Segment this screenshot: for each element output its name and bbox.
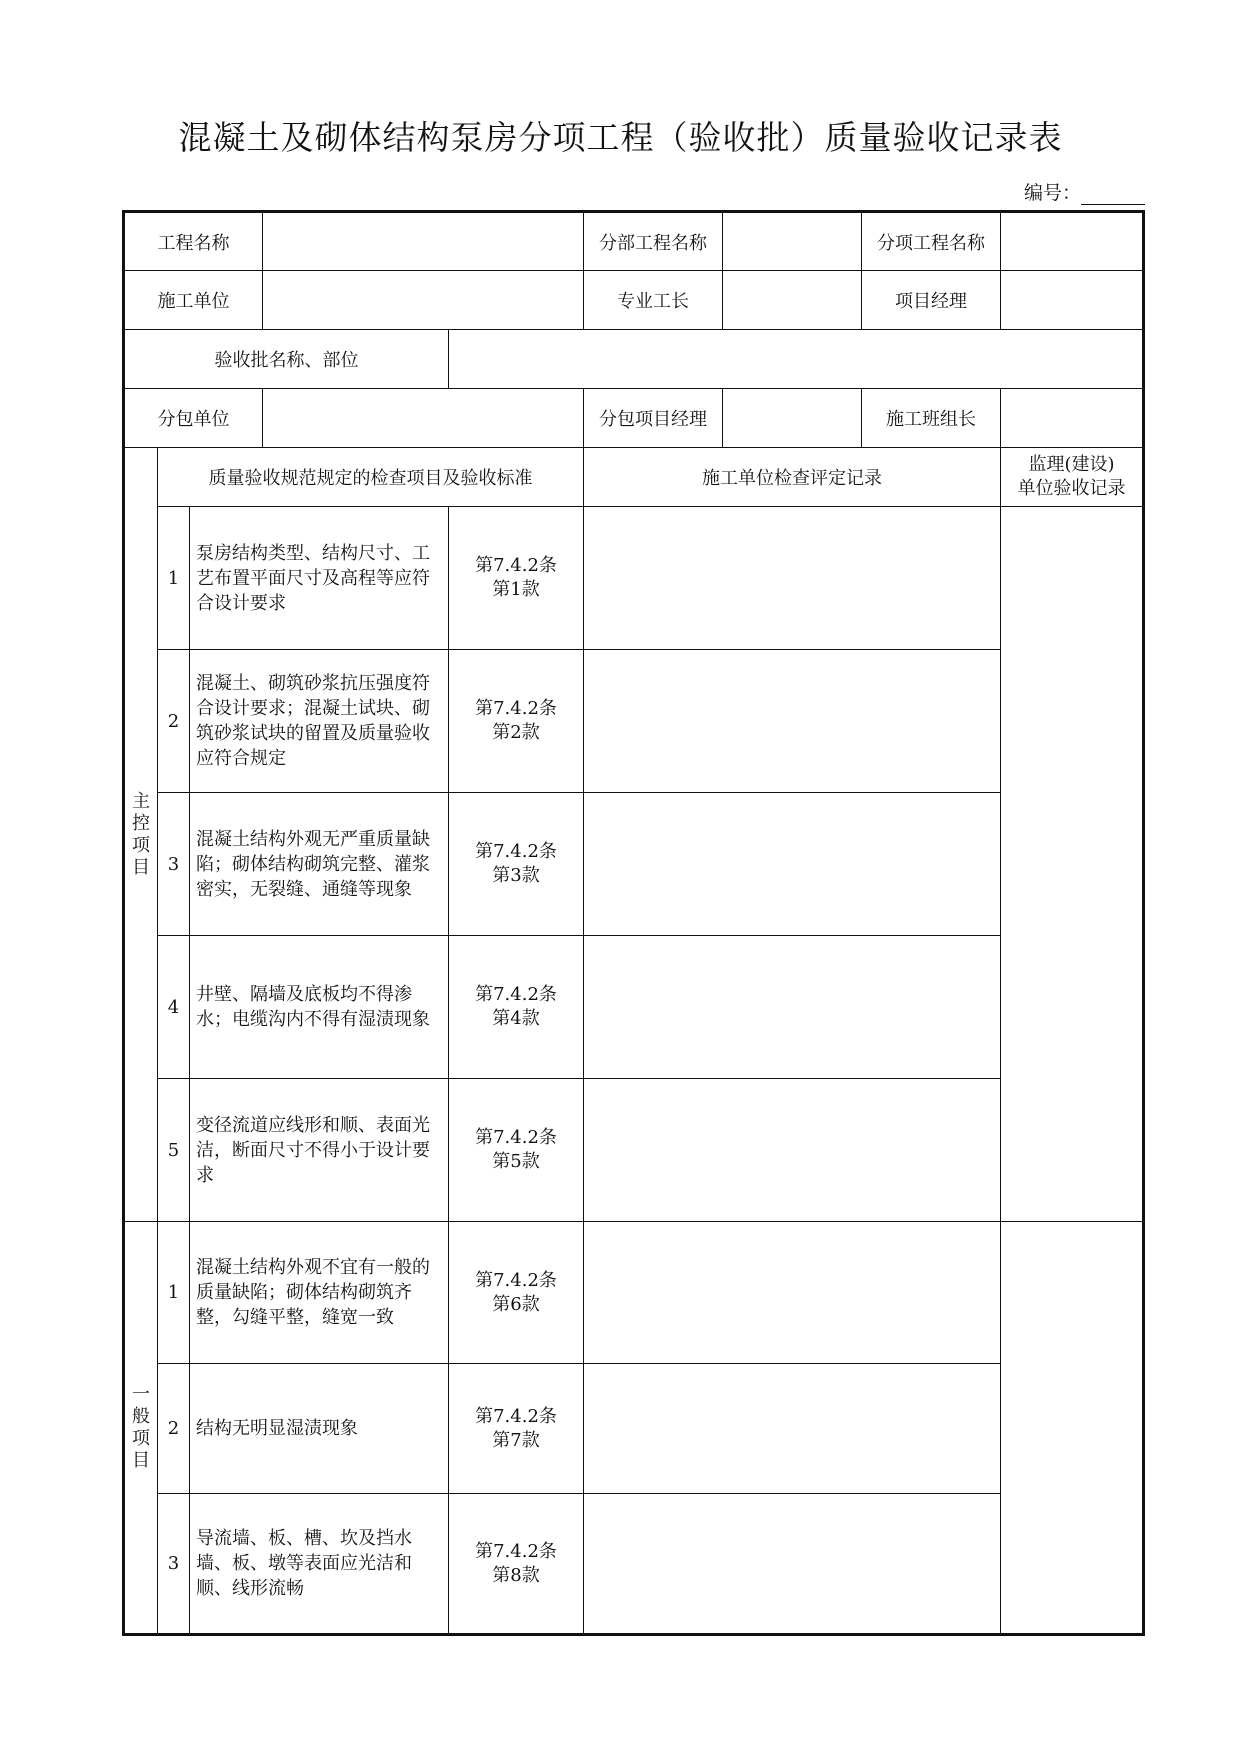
main-control-group-label: 主 控 项 目 xyxy=(124,448,158,1222)
header-row-3 xyxy=(124,330,1144,389)
subcontractor-label: 分包单位 xyxy=(124,389,263,448)
table-row xyxy=(124,1079,1144,1222)
item-number: 1 xyxy=(158,507,190,650)
item-record-cell[interactable] xyxy=(584,1364,1001,1494)
supervisor-record-cell-main[interactable] xyxy=(1001,507,1144,1222)
table-row xyxy=(124,936,1144,1079)
item-standard-text: 井壁、隔墙及底板均不得渗水；电缆沟内不得有湿渍现象 xyxy=(190,936,449,1079)
item-record-cell[interactable] xyxy=(584,793,1001,936)
project-manager-label: 项目经理 xyxy=(862,271,1001,330)
construction-unit-value[interactable] xyxy=(263,271,584,330)
item-clause: 第7.4.2条 第8款 xyxy=(449,1494,584,1635)
item-clause: 第7.4.2条 第4款 xyxy=(449,936,584,1079)
item-number: 4 xyxy=(158,936,190,1079)
item-standard-text: 变径流道应线形和顺、表面光洁，断面尺寸不得小于设计要求 xyxy=(190,1079,449,1222)
table-row xyxy=(124,1494,1144,1635)
foreman-value[interactable] xyxy=(723,271,862,330)
item-number: 1 xyxy=(158,1222,190,1364)
item-number: 5 xyxy=(158,1079,190,1222)
project-name-value[interactable] xyxy=(263,212,584,271)
team-leader-value[interactable] xyxy=(1001,389,1144,448)
page-title: 混凝土及砌体结构泵房分项工程（验收批）质量验收记录表 xyxy=(178,118,1063,157)
inspection-form-table xyxy=(122,210,1145,1636)
item-standard-text: 泵房结构类型、结构尺寸、工艺布置平面尺寸及高程等应符合设计要求 xyxy=(190,507,449,650)
item-record-cell[interactable] xyxy=(584,650,1001,793)
subcontractor-value[interactable] xyxy=(263,389,584,448)
item-standard-text: 混凝土结构外观不宜有一般的质量缺陷；砌体结构砌筑齐整，勾缝平整，缝宽一致 xyxy=(190,1222,449,1364)
header-row-1 xyxy=(124,212,1144,271)
item-standard-text: 混凝土结构外观无严重质量缺陷；砌体结构砌筑完整、灌浆密实，无裂缝、通缝等现象 xyxy=(190,793,449,936)
item-standard-text: 混凝土、砌筑砂浆抗压强度符合设计要求；混凝土试块、砌筑砂浆试块的留置及质量验收应符合规定 xyxy=(190,650,449,793)
subitem-name-label: 分项工程名称 xyxy=(862,212,1001,271)
item-clause: 第7.4.2条 第1款 xyxy=(449,507,584,650)
project-name-label: 工程名称 xyxy=(124,212,263,271)
subitem-name-value[interactable] xyxy=(1001,212,1144,271)
sub-project-manager-label: 分包项目经理 xyxy=(584,389,723,448)
batch-name-label: 验收批名称、部位 xyxy=(124,330,449,389)
serial-number xyxy=(1024,178,1145,205)
serial-label: 编号： xyxy=(1023,182,1081,204)
division-name-value[interactable] xyxy=(723,212,862,271)
general-group-label: 一 般 项 目 xyxy=(124,1222,158,1635)
item-number: 2 xyxy=(158,650,190,793)
record-column-header: 施工单位检查评定记录 xyxy=(584,448,1001,507)
item-number: 2 xyxy=(158,1364,190,1494)
project-manager-value[interactable] xyxy=(1001,271,1144,330)
supervisor-record-cell-general[interactable] xyxy=(1001,1222,1144,1635)
supervisor-column-header: 监理(建设) 单位验收记录 xyxy=(1001,448,1144,507)
item-standard-text: 导流墙、板、槽、坎及挡水墙、板、墩等表面应光洁和顺、线形流畅 xyxy=(190,1494,449,1635)
table-row xyxy=(124,1222,1144,1364)
item-clause: 第7.4.2条 第2款 xyxy=(449,650,584,793)
table-row xyxy=(124,793,1144,936)
item-record-cell[interactable] xyxy=(584,936,1001,1079)
batch-name-value[interactable] xyxy=(449,330,1144,389)
header-row-4 xyxy=(124,389,1144,448)
table-row xyxy=(124,507,1144,650)
sub-project-manager-value[interactable] xyxy=(723,389,862,448)
item-clause: 第7.4.2条 第7款 xyxy=(449,1364,584,1494)
item-clause: 第7.4.2条 第5款 xyxy=(449,1079,584,1222)
item-number: 3 xyxy=(158,793,190,936)
table-row xyxy=(124,1364,1144,1494)
column-header-row xyxy=(124,448,1144,507)
item-clause: 第7.4.2条 第6款 xyxy=(449,1222,584,1364)
table-row xyxy=(124,650,1144,793)
item-record-cell[interactable] xyxy=(584,1079,1001,1222)
item-record-cell[interactable] xyxy=(584,1494,1001,1635)
construction-unit-label: 施工单位 xyxy=(124,271,263,330)
serial-blank[interactable] xyxy=(1081,186,1145,205)
team-leader-label: 施工班组长 xyxy=(862,389,1001,448)
header-row-2 xyxy=(124,271,1144,330)
item-record-cell[interactable] xyxy=(584,507,1001,650)
item-standard-text: 结构无明显湿渍现象 xyxy=(190,1364,449,1494)
foreman-label: 专业工长 xyxy=(584,271,723,330)
item-clause: 第7.4.2条 第3款 xyxy=(449,793,584,936)
division-name-label: 分部工程名称 xyxy=(584,212,723,271)
item-record-cell[interactable] xyxy=(584,1222,1001,1364)
standard-column-header: 质量验收规范规定的检查项目及验收标准 xyxy=(158,448,584,507)
item-number: 3 xyxy=(158,1494,190,1635)
